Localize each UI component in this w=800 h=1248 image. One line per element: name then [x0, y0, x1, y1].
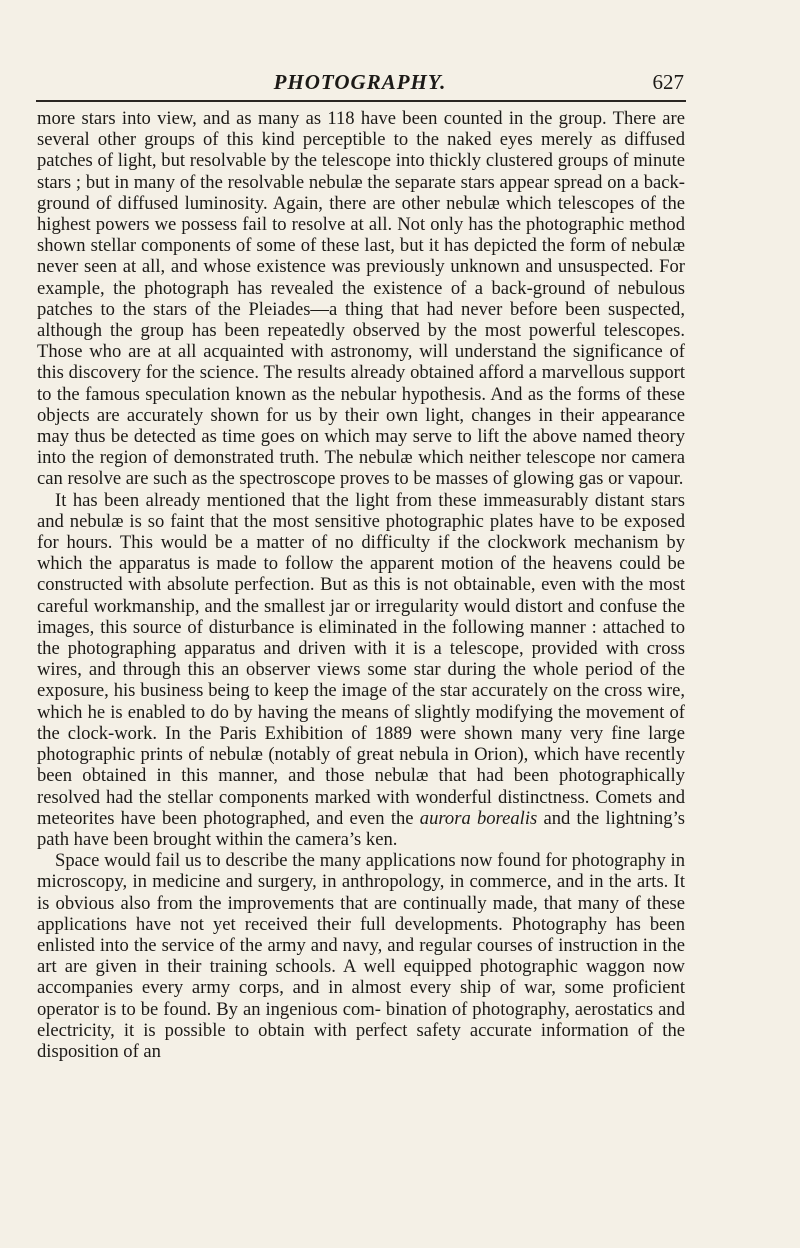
paragraph-text: It has been already mentioned that the light from these immeasurably distant stars and nebulæ is so faint that the most sensitive photographic plates have to be exposed for hours. This would be a matter of no difficulty if the clockwork mechanism by which the apparatus is made to follow the apparent motion of the heavens could be constructed with absolute perfection. But as this is not obtainable, even with the most careful workmanship, and the smallest jar or irregularity would distort and confuse the images, this source of disturbance is eliminated in the following manner : attached to the photographing apparatus and driven with it is a telescope, provided with cross wires, and through this an observer views some star during the whole period of the exposure, his business being to keep the image of the star accurately on the cross wire, which he is enabled to do by having the means of slightly modifying the movement of the clock-work. In the Paris Exhibition of 1889 were shown many very fine large photographic prints of nebulæ (notably of great nebula in Orion), which have recently been obtained in this manner, and those nebulæ that had been photographically resolved had the stellar components marked with wonderful distinctness. Comets and meteorites have been photographed, and even the	[37, 489, 685, 829]
paragraph-3	[37, 850, 685, 1062]
paragraph-1	[37, 108, 685, 490]
paragraph-text: more stars into view, and as many as 118 have been counted in the group. There are several other groups of this kind perceptible to the naked eyes merely as diffused patches of light, but resolvable by the telescope into thickly clustered groups of minute stars ; but in many of the resolvable nebulæ the separate stars appear spread on a back-ground of diffused luminosity. Again, there are other nebulæ which telescopes of the highest powers we possess fail to resolve at all. Not only has the photographic method shown stellar components of some of these last, but it has depicted the form of nebulæ never seen at all, and whose existence was previously unknown and unsuspected. For example, the photograph has revealed the existence of a back-ground of nebulous patches to the stars of the Pleiades—a thing that had never before been suspected, although the group has been repeatedly observed by the most powerful telescopes. Those who are at all acquainted with astronomy, will understand the significance of this discovery for the science. The results already obtained afford a marvellous support to the famous speculation known as the nebular hypothesis. And as the forms of these objects are accurately shown for us by their own light, changes in their appearance may thus be detected as time goes on which may serve to lift the above named theory into the region of demonstrated truth. The nebulæ which neither telescope nor camera can resolve are such as the spectroscope proves to be masses of glowing gas or vapour.	[37, 108, 685, 490]
paragraph-text: Space would fail us to describe the many applications now found for photography in microscopy, in medicine and surgery, in anthropology, in commerce, and in the arts. It is obvious also from the improvements that are continually made, that many of these applications have not yet received their full developments. Photography has been enlisted into the service of the army and navy, and regular courses of instruction in the art are given in their training schools. A well equipped photographic waggon now accompanies every army corps, and in almost every ship of war, some proficient operator is to be found. By an ingenious com- bination of photography, aerostatics and electricity, it is possible to obtain with perfect safety accurate information of the disposition of an	[37, 850, 685, 1062]
paragraph-text: and the lightning’s path have been brought within the camera’s ken.	[37, 807, 686, 850]
emphasis-aurora-borealis: aurora borealis	[419, 807, 538, 829]
paragraph-2	[37, 490, 685, 850]
page-number: 627	[652, 70, 684, 94]
running-head-title: PHOTOGRAPHY.	[273, 70, 447, 94]
header-rule	[36, 100, 686, 102]
body-text	[37, 108, 685, 1062]
